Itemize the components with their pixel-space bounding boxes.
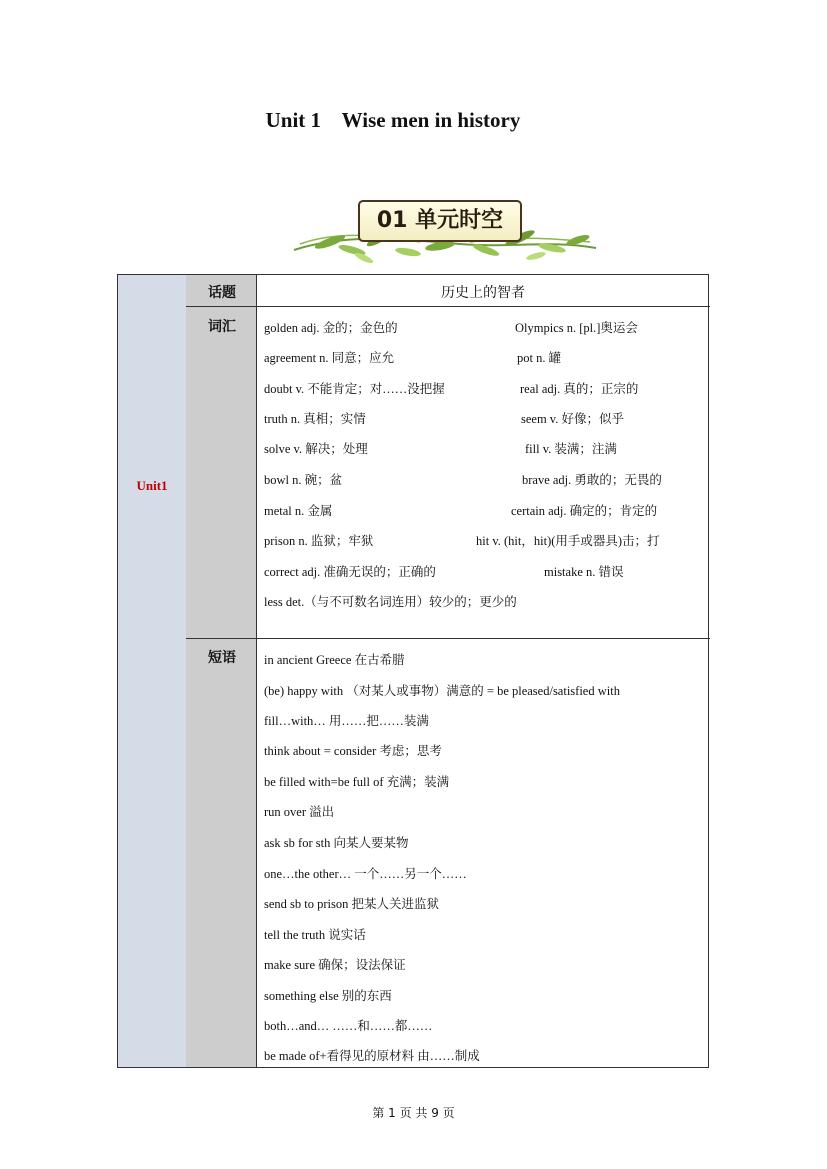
vocab-entry: hit v. (hit，hit)(用手或器具)击；打	[476, 534, 660, 548]
phrase-label: 短语	[208, 650, 236, 666]
row-divider	[186, 306, 710, 307]
vocabulary-table	[117, 274, 710, 1068]
vocab-row	[264, 318, 709, 348]
vocab-entry: bowl n. 碗；盆	[264, 473, 343, 487]
phrase-item: something else 别的东西	[264, 989, 392, 1003]
label-column	[186, 274, 257, 1068]
topic-label: 话题	[208, 285, 236, 301]
vocab-entry: mistake n. 错误	[544, 565, 624, 579]
phrase-item: one…the other… 一个……另一个……	[264, 867, 467, 881]
vocab-entry: pot n. 罐	[517, 351, 562, 365]
vocab-entry: certain adj. 确定的；肯定的	[511, 504, 658, 518]
vocab-row	[264, 348, 709, 378]
vocab-entry: seem v. 好像；似乎	[521, 412, 624, 426]
vocab-row	[264, 562, 709, 592]
vocab-row	[264, 470, 709, 500]
vocab-entry: brave adj. 勇敢的；无畏的	[522, 473, 662, 487]
topic-value: 历史上的智者	[441, 285, 525, 301]
page-title: Unit 1 Wise men in history	[265, 108, 521, 132]
vocab-row	[264, 501, 709, 531]
vocab-row	[264, 439, 709, 469]
vocab-entry: fill v. 装满；注满	[525, 442, 617, 456]
vocab-entry: solve v. 解决；处理	[264, 442, 368, 456]
phrase-item: send sb to prison 把某人关进监狱	[264, 897, 440, 911]
section-banner	[290, 192, 600, 270]
vocab-entry: real adj. 真的；正宗的	[520, 382, 639, 396]
vocab-entry: less det.（与不可数名词连用）较少的；更少的	[264, 595, 517, 609]
phrase-item: make sure 确保；设法保证	[264, 958, 406, 972]
vocab-entry: doubt v. 不能肯定；对……没把握	[264, 382, 445, 396]
vocab-row	[264, 592, 709, 622]
phrase-item: run over 溢出	[264, 805, 335, 819]
vocab-row	[264, 531, 709, 561]
vocab-entry: truth n. 真相；实情	[264, 412, 366, 426]
vocab-entry: Olympics n. [pl.]奥运会	[515, 321, 638, 335]
page-footer: 第 1 页 共 9 页	[372, 1106, 455, 1120]
phrase-item: both…and… ……和……都……	[264, 1019, 433, 1033]
phrase-item: ask sb for sth 向某人要某物	[264, 836, 409, 850]
phrase-item: fill…with… 用……把……装满	[264, 714, 429, 728]
vocab-entry: metal n. 金属	[264, 504, 333, 518]
vocab-label: 词汇	[208, 319, 236, 335]
vocab-entry: golden adj. 金的；金色的	[264, 321, 398, 335]
phrase-item: be filled with=be full of 充满；装满	[264, 775, 450, 789]
vocab-row	[264, 379, 709, 409]
phrase-item: be made of+看得见的原材料 由……制成	[264, 1049, 480, 1063]
vocab-entry: correct adj. 准确无误的；正确的	[264, 565, 436, 579]
phrase-item: tell the truth 说实话	[264, 928, 366, 942]
vocab-entry: prison n. 监狱；牢狱	[264, 534, 374, 548]
unit-label: Unit1	[136, 478, 168, 493]
phrase-item: (be) happy with （对某人或事物）满意的 = be pleased/satisfied with	[264, 684, 620, 698]
phrase-item: think about = consider 考虑；思考	[264, 744, 442, 758]
phrase-item: in ancient Greece 在古希腊	[264, 653, 405, 667]
section-banner-text: 01 单元时空	[376, 208, 504, 233]
unit-column	[117, 274, 188, 1068]
row-divider	[186, 638, 710, 639]
vocab-row	[264, 409, 709, 439]
vocab-entry: agreement n. 同意；应允	[264, 351, 395, 365]
